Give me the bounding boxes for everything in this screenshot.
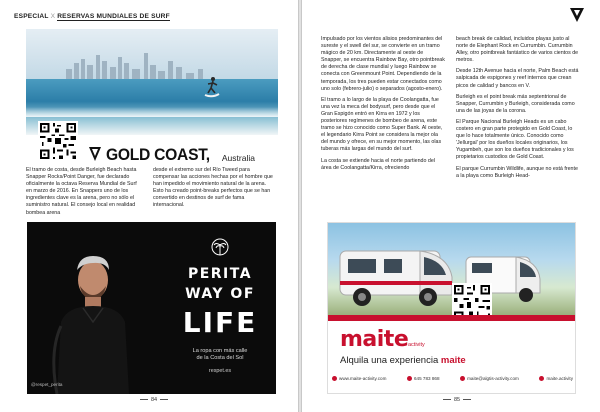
maite-logo-sub: activity [408, 342, 425, 348]
left-page [0, 0, 298, 412]
globe-icon [332, 376, 337, 381]
paragraph: El tramo a lo largo de la playa de Coolangatta, fue una vez la meca del bodysurf, pero desde que el Gran Espigón entró en Kirra en 1972 y los posteriores regímenes de bombeo de arena, este tramo se hizo conocido como Super Bank. Al oeste, el legendario Kirra Point se considera la mejor ola del mundo y ofrece, en su mejor momento, las olas tuberas más largas del mundo del surf. [321, 96, 443, 153]
beach-photo [26, 29, 278, 135]
contact-phone-text: 645 783 868 [413, 376, 440, 381]
paragraph: El parque Currumbin Wildlife, aunque no está frente a la playa como Burleigh Head- [456, 165, 578, 179]
section-header [14, 13, 170, 20]
page-number-right [440, 397, 474, 403]
maite-logo: maite [340, 327, 409, 352]
camper-van-1 [336, 237, 456, 311]
palm-tree-icon [211, 238, 229, 260]
ad-headline-2: WAY OF [185, 286, 255, 302]
page-number: 85 [454, 397, 461, 403]
page-number-left [137, 397, 171, 403]
place-region: Australia [221, 152, 255, 163]
city-skyline [26, 51, 278, 81]
contact-email-text: maite@algtis-activity.com [467, 376, 519, 381]
contact-web[interactable] [332, 376, 386, 381]
ad-tagline [165, 348, 275, 362]
contact-social[interactable] [539, 376, 573, 381]
paragraph: Desde 12th Avenue hacia el norte, Palm Beach está salpicada de espigones y reef internos que crean picos de calidad y bancos en V. [456, 68, 579, 89]
ad-headline-3: LIFE [182, 306, 258, 339]
article-column-4 [456, 36, 582, 184]
paragraph: Impulsado por los vientos alisios predominantes del sureste y el swell del sur, se convierte en un tramo mágico de 20 km. Directamente al oeste de Snapper, se encuentra Rainbow Bay, otro pointbreak de derecha de clase mundial y luego Rainbow se conecta con Greenmount Point. Dependiendo de la temporada, los tres pueden estar conectados como uno solo (febrero-julio) o separados (agosto-enero). [321, 36, 445, 92]
instagram-handle[interactable]: @respet_perita [31, 382, 63, 387]
ad-headline-1: PERITA [187, 266, 253, 282]
paragraph: beach break de calidad, incluidos playas justo al norte de Elephant Rock en Currumbin. Currumbin Alley, otro pointbreak fantástico de varios cientos de metros. [456, 36, 579, 64]
contact-social-text: maite.activity [546, 376, 573, 381]
paragraph: El tramo de costa, desde Burleigh Beach hasta Snapper Rocks/Point Danger, fue declarado oficialmente la octava Reserva Mundial de Surf en marzo de 2016. En Snappers uno de los ingredientes clave es la arena, pero no sólo el suministro natural. El consejo local en realidad bombea arena [26, 167, 137, 216]
accent-stripe [328, 315, 576, 321]
contact-email[interactable] [460, 376, 519, 381]
article-column-3 [321, 36, 445, 176]
perita-advertisement[interactable] [27, 222, 276, 394]
qr-code[interactable] [38, 121, 78, 161]
header-section: ESPECIAL [14, 13, 49, 20]
magazine-logo-icon [570, 8, 584, 22]
paragraph: Burleigh es el point break más septentrional de Snapper, Currumbin y Burleigh, considerada como una de las joyas de la corona. [456, 93, 575, 114]
paragraph: El Parque Nacional Burleigh Heads es un cabo costero en gran parte protegido en Gold Coast, lo que lo hace totalmente único. Conocido como 'Jellurgal' por los dueños locales originarios, los Yugambeh, que son los dueños tradicionales y los propietarios custodios de Gold Coast. [456, 118, 574, 161]
instagram-icon [539, 376, 544, 381]
model-photo [27, 222, 157, 394]
whatsapp-icon [407, 376, 412, 381]
place-name: GOLD COAST, [106, 145, 210, 164]
wave-foam [26, 107, 278, 117]
brand-v-icon [89, 147, 101, 161]
header-subsection: RESERVAS MUNDIALES DE SURF [57, 13, 170, 20]
header-separator: X [50, 13, 56, 20]
article-column-2 [153, 167, 277, 214]
slogan-brand: maite [440, 355, 466, 366]
ad-tagline-2: de la Costa del Sol [196, 355, 244, 361]
perita-brand-block [165, 222, 275, 394]
mail-icon [460, 376, 465, 381]
article-column-1 [26, 167, 144, 221]
contact-bar [332, 376, 573, 381]
surfer [204, 75, 220, 99]
maite-advertisement[interactable] [327, 222, 576, 394]
slogan-text: Alquila una experiencia [340, 355, 439, 366]
paragraph: desde el extremo sur del Río Tweed para compensar las acciones hechas por el hombre que han impedido el movimiento natural de la arena. Esto ha creado point-breaks perfectos que se han convertido en destinos de surf de fama internacional. [153, 167, 273, 209]
contact-phone[interactable] [407, 376, 440, 381]
page-number: 84 [151, 397, 158, 403]
right-page [302, 0, 600, 412]
ad-url[interactable]: respet.es [208, 368, 232, 374]
maite-slogan [340, 355, 466, 366]
contact-web-text: www.maite-activity.com [339, 376, 387, 381]
paragraph: La costa se extiende hacia el norte partiendo del área de Coolangatta/Kirra, ofreciendo [321, 157, 435, 171]
article-title [89, 146, 255, 163]
ad-tagline-1: La ropa con más calle [192, 348, 248, 354]
